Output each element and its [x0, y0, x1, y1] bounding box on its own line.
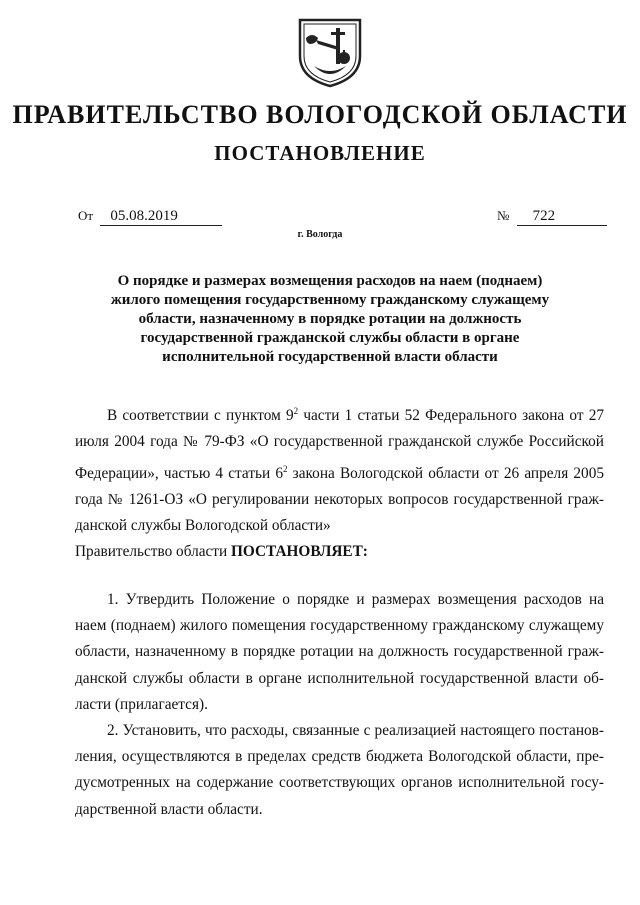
document-title: [80, 272, 580, 367]
preamble-line: июля 2004 года № 79-ФЗ «О государственной гражданской службе Российской: [75, 433, 604, 451]
organization-name: ПРАВИТЕЛЬСТВО ВОЛОГОДСКОЙ ОБЛАСТИ: [12, 100, 628, 129]
date-value: 05.08.2019: [100, 208, 222, 226]
item-line: ления, осуществляются в пределах средств бюджета Вологодской области, пре-: [75, 748, 604, 766]
text-fragment: Правительство области: [75, 543, 232, 561]
preamble-line: данской службы Вологодской области»: [75, 517, 331, 534]
preamble-line: [75, 456, 604, 487]
text-fragment: Федерации», частью 4 статьи 6: [75, 464, 283, 482]
city: г. Вологда: [297, 229, 343, 240]
item-line: данской службы области в органе исполнительной государственной власти об-: [75, 669, 604, 687]
title-line: области, назначенному в порядке ротации на должность: [138, 311, 522, 327]
item-line: дусмотренных на содержание соответствующих органов исполнительной госу-: [75, 774, 604, 792]
text-fragment: части 1 статьи 52 Федерального закона от 27: [298, 407, 604, 425]
title-line: исполнительной государственной власти области: [162, 349, 498, 365]
decree-line: [75, 539, 604, 565]
date-label: От: [78, 208, 94, 223]
superscript: 2: [293, 406, 299, 416]
item-line: дарственной власти области.: [75, 800, 263, 818]
item-line: области, назначенному в порядке ротации на должность государственной граж-: [75, 643, 604, 661]
item-line: ласти (прилагается).: [75, 695, 208, 713]
number-value: 722: [517, 208, 607, 226]
item-line: 1. Утвердить Положение о порядке и размерах возмещения расходов на: [107, 591, 604, 608]
title-line: жилого помещения государственному гражданскому служащему: [110, 292, 550, 308]
title-line: государственной гражданской службы области в органе: [140, 330, 520, 346]
superscript: 2: [283, 463, 288, 474]
document-number: [497, 208, 607, 226]
coat-of-arms-icon: [296, 14, 364, 88]
title-line: О порядке и размерах возмещения расходов на наем (поднаем): [117, 273, 543, 289]
document-date: [78, 208, 222, 226]
document-type: ПОСТАНОВЛЕНИЕ: [214, 141, 426, 165]
text-fragment: В соответствии с пунктом 9: [107, 407, 294, 425]
text-fragment: закона Вологодской области от 26 апреля 2005: [287, 464, 604, 482]
item-line: наем (поднаем) жилого помещения государственному гражданскому служащему: [75, 617, 604, 635]
number-label: №: [497, 208, 510, 223]
item-2: [75, 718, 604, 823]
item-1: [75, 587, 604, 718]
preamble: [75, 398, 604, 565]
preamble-line: года № 1261-ОЗ «О регулировании некоторых вопросов государственной граж-: [75, 490, 604, 508]
item-line: 2. Установить, что расходы, связанные с реализацией настоящего постанов-: [107, 722, 604, 739]
decree-keyword: ПОСТАНОВЛЯЕТ:: [231, 543, 368, 561]
preamble-line: [75, 398, 604, 429]
